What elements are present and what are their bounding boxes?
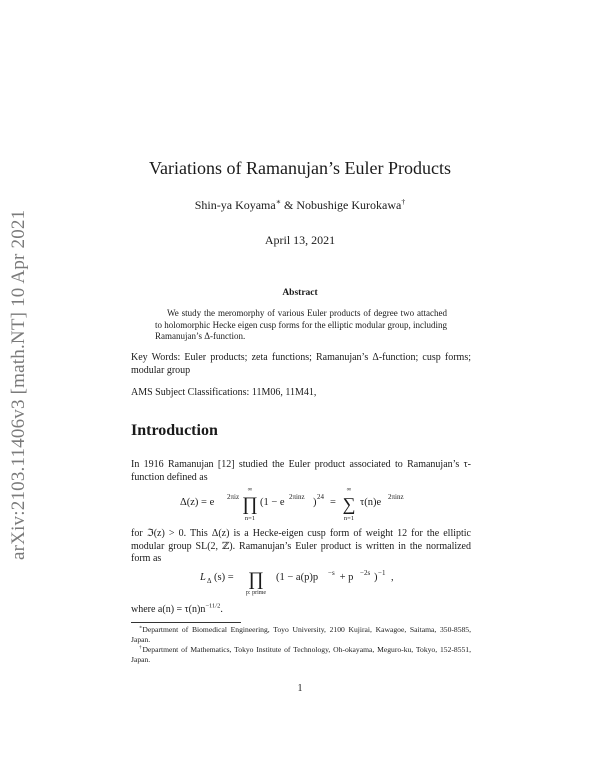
paper-title: Variations of Ramanujan’s Euler Products: [149, 158, 451, 178]
where-line: [131, 604, 471, 617]
footnote-1-text: Department of Biomedical Engineering, Toyo University, 2100 Kujirai, Kawagoe, Saitama, 350-8585, Japan.: [131, 625, 471, 644]
author-line: [0, 198, 600, 213]
footnote-2-text: Department of Mathematics, Tokyo Institute of Technology, Oh-okayama, Meguro-ku, Tokyo, 152-8551, Japan.: [131, 645, 471, 664]
page-number: 1: [297, 683, 303, 694]
sum-lower: n=1: [343, 515, 355, 522]
equation-l-delta-svg: [200, 568, 400, 596]
paper-date: April 13, 2021: [264, 233, 336, 247]
author-kurokawa: Nobushige Kurokawa: [296, 198, 402, 212]
prime-product-lower: p: prime: [245, 590, 267, 596]
product-symbol: ∏: [242, 494, 258, 515]
tau-exp: 2πinz: [388, 493, 404, 501]
l-argument: (s) =: [214, 572, 234, 583]
author-koyama: Shin-ya Koyama: [194, 198, 276, 212]
where-period: .: [220, 604, 223, 615]
arxiv-identifier: arXiv:2103.11406v3 [math.NT] 10 Apr 2021: [8, 209, 29, 560]
delta-equals: =: [330, 497, 336, 508]
l-plus-p: + p: [337, 572, 354, 583]
l-comma: ,: [391, 572, 394, 583]
l-neg1: −1: [378, 569, 386, 577]
l-symbol: L: [200, 572, 206, 583]
intro-paragraph-2: for ℑ(z) > 0. This Δ(z) is a Hecke-eigen cusp form of weight 12 for the elliptic modular group SL(2, ℤ). Ramanujan’s Euler product is written in the normalized form as: [131, 528, 471, 565]
delta-factor-exp: 2πinz: [289, 493, 305, 501]
prod-lower: n=1: [244, 515, 256, 522]
abstract-heading: Abstract: [282, 288, 318, 298]
author2-footnote-mark: †: [401, 197, 406, 206]
l-neg-2s: −2s: [360, 569, 371, 577]
delta-lhs: Δ(z) = e: [180, 497, 215, 508]
author-conjunction: &: [281, 198, 297, 212]
sum-upper: ∞: [346, 486, 352, 493]
l-factor: (1 − a(p)p: [276, 572, 319, 583]
where-text: where a(n) = τ(n)n: [131, 604, 206, 615]
abstract-text: We study the meromorphy of various Euler products of degree two attached to holomorphic Hecke eigen cusp forms for the elliptic modular group, including Ramanujan’s Δ-function.: [155, 308, 447, 341]
keywords: Key Words: Euler products; zeta functions; Ramanujan’s Δ-function; cusp forms; modular group: [131, 352, 471, 376]
footnote-1: [131, 625, 471, 645]
equation-l-delta: [0, 568, 600, 599]
delta-exp1: 2πiz: [227, 493, 240, 501]
l-neg-s: −s: [328, 569, 335, 577]
delta-factor-close: ): [313, 497, 317, 508]
delta-pow24: 24: [317, 493, 324, 501]
prod-upper: ∞: [247, 486, 253, 493]
equation-delta-svg: [180, 486, 420, 524]
footnote-2: [131, 645, 471, 665]
author1-footnote-mark: ∗: [275, 197, 282, 206]
footnote-rule: [131, 622, 241, 623]
intro-paragraph-1: In 1916 Ramanujan [12] studied the Euler product associated to Ramanujan’s τ-function defined as: [131, 459, 471, 483]
ams-classification: AMS Subject Classifications: 11M06, 11M41,: [131, 387, 317, 398]
footnote-1-mark: ∗: [139, 625, 143, 631]
where-exponent: −11/2: [205, 602, 221, 610]
footnote-2-mark: †: [139, 645, 143, 651]
tau-term: τ(n)e: [360, 497, 382, 508]
equation-delta: [0, 486, 600, 527]
delta-factor: (1 − e: [260, 497, 285, 508]
l-subscript: Δ: [207, 577, 212, 585]
sum-symbol: ∑: [342, 494, 356, 514]
section-heading-introduction: Introduction: [131, 422, 218, 439]
l-close: ): [374, 572, 378, 583]
prime-product-symbol: ∏: [248, 569, 264, 590]
